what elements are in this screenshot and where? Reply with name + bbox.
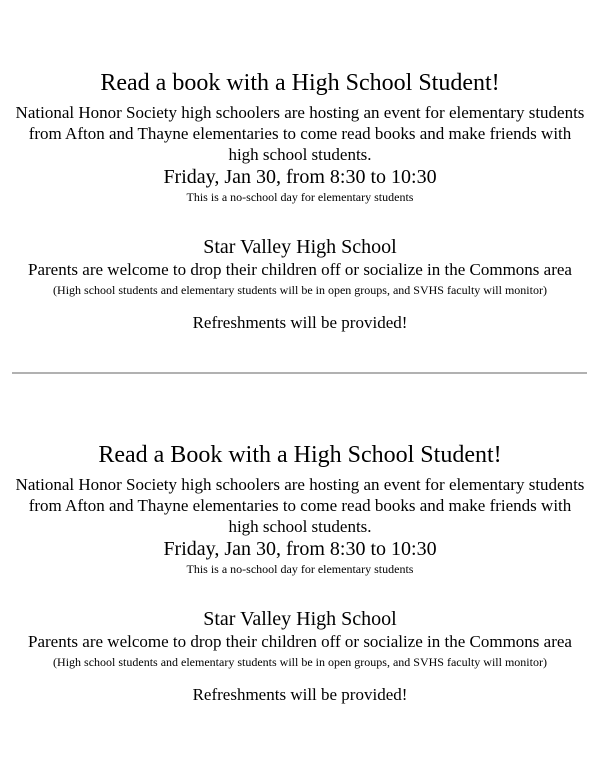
flyer-section-top bbox=[0, 0, 600, 334]
monitor-note: (High school students and elementary students will be in open groups, and SVHS faculty will monitor) bbox=[53, 283, 547, 297]
no-school-note: This is a no-school day for elementary students bbox=[186, 562, 414, 576]
refreshments-note: Refreshments will be provided! bbox=[192, 313, 408, 332]
parents-info: Parents are welcome to drop their children off or socialize in the Commons area bbox=[28, 260, 572, 279]
event-datetime: Friday, Jan 30, from 8:30 to 10:30 bbox=[163, 166, 437, 188]
flyer-intro: National Honor Society high schoolers are hosting an event for elementary students from Afton and Thayne elementaries to come read books and make friends with high school students. bbox=[15, 103, 585, 164]
refreshments-note: Refreshments will be provided! bbox=[192, 685, 408, 704]
flyer-intro: National Honor Society high schoolers are hosting an event for elementary students from Afton and Thayne elementaries to come read books and make friends with high school students. bbox=[15, 475, 585, 536]
flyer-section-bottom bbox=[0, 374, 600, 706]
parents-info: Parents are welcome to drop their children off or socialize in the Commons area bbox=[28, 632, 572, 651]
event-datetime: Friday, Jan 30, from 8:30 to 10:30 bbox=[163, 538, 437, 560]
monitor-note: (High school students and elementary students will be in open groups, and SVHS faculty will monitor) bbox=[53, 655, 547, 669]
no-school-note: This is a no-school day for elementary students bbox=[186, 190, 414, 204]
venue-name: Star Valley High School bbox=[203, 236, 397, 258]
venue-name: Star Valley High School bbox=[203, 608, 397, 630]
flyer-title: Read a Book with a High School Student! bbox=[98, 442, 502, 468]
flyer-title: Read a book with a High School Student! bbox=[100, 70, 500, 96]
